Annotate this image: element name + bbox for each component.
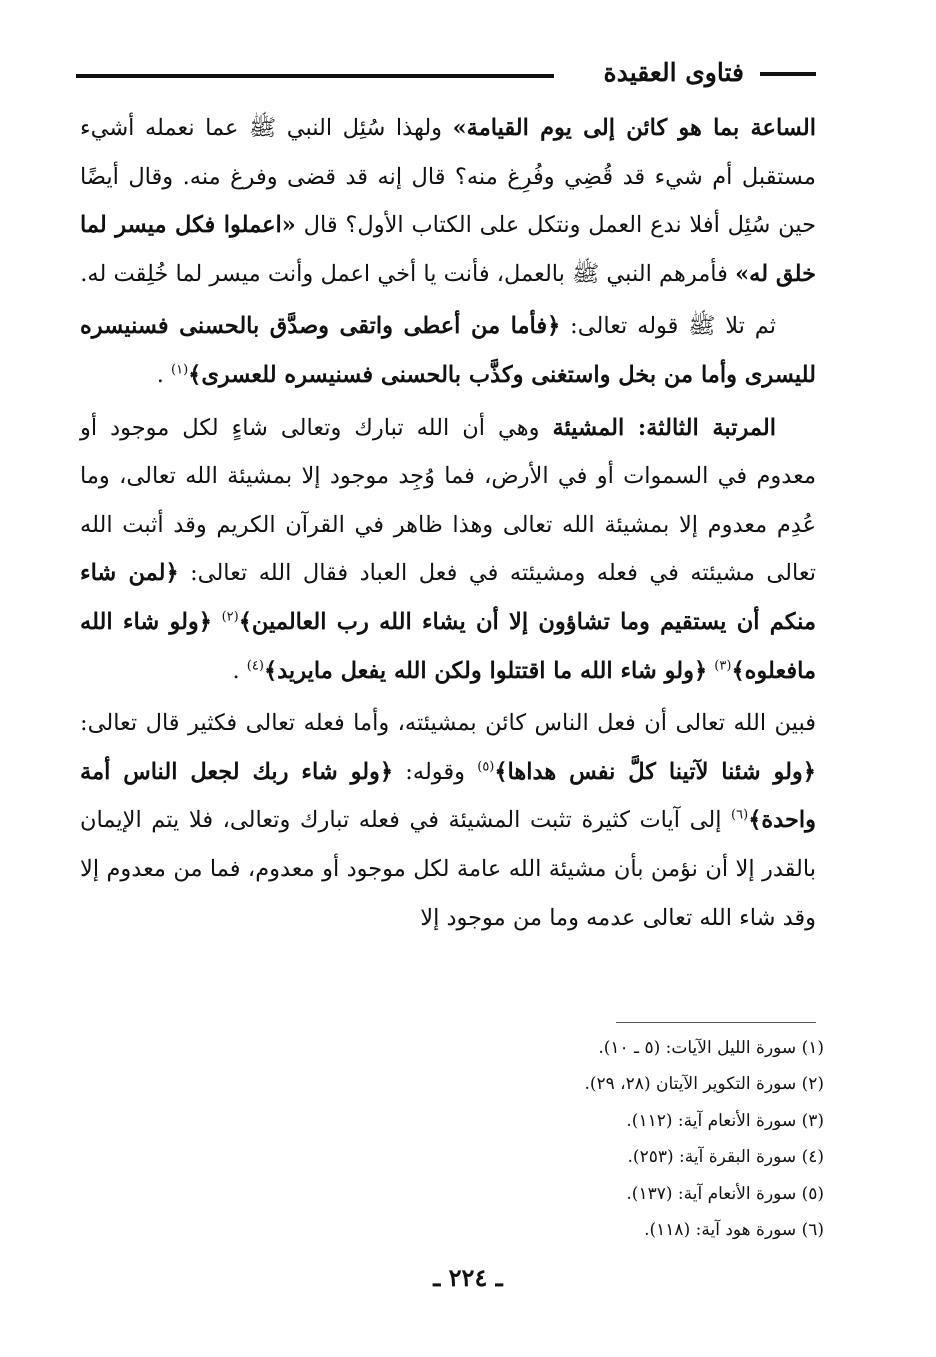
footnote: (١) سورة الليل الآيات: (٥ ـ ١٠). <box>598 1038 824 1058</box>
paragraph <box>80 104 816 298</box>
text-run <box>212 609 222 635</box>
quran-verse: ﴿ولو شاء ربك لجعل الناس أمة واحدة﴾ <box>80 758 816 834</box>
quran-verse: ﴿لمن شاء منكم أن يستقيم وما تشاؤون إلا أن يشاء الله رب العالمين﴾ <box>80 560 816 635</box>
quran-verse: ﴿فأما من أعطى واتقى وصدَّق بالحسنى فسنيسره لليسرى وأما من بخل واستغنى وكذَّب بالحسنى فسنيسره للعسرى﴾ <box>80 313 816 388</box>
footnote: (٢) سورة التكوير الآيتان (٢٨، ٢٩). <box>584 1074 824 1095</box>
text-run: وقوله: <box>393 758 478 785</box>
header-rule <box>760 72 816 76</box>
footnote: (٣) سورة الأنعام آية: (١١٢). <box>626 1110 824 1131</box>
footnote: (٥) سورة الأنعام آية: (١٣٧). <box>626 1183 824 1204</box>
quran-verse: ﴿ولو شاء الله مافعلوه﴾ <box>80 608 816 684</box>
footnote-ref: (١) <box>171 362 189 378</box>
footnote: (٦) سورة هود آية: (١١٨). <box>644 1220 824 1241</box>
footnote-ref: (٢) <box>221 609 239 625</box>
text-run: ثم تلا ﷺ قوله تعالى: <box>560 313 776 340</box>
header-rule <box>76 74 554 78</box>
hadith-quote: الساعة بما هو كائن إلى يوم القيامة» <box>452 115 816 141</box>
paragraph <box>80 302 816 399</box>
text-run: . <box>156 361 171 388</box>
footnote-ref: (٣) <box>714 658 732 674</box>
section-heading: المرتبة الثالثة: المشيئة <box>552 414 777 441</box>
header-title: فتاوى العقيدة <box>603 58 744 87</box>
footnote-ref: (٦) <box>731 807 749 823</box>
text-run: فأمرهم النبي ﷺ بالعمل، فأنت يا أخي اعمل وأنت ميسر لما خُلِقت له. <box>80 260 736 287</box>
text-run: فبين الله تعالى أن فعل الناس كائن بمشيئته، وأما فعله تعالى فكثير قال تعالى: <box>80 710 816 737</box>
footnote: (٤) سورة البقرة آية: (٢٥٣). <box>627 1147 824 1168</box>
running-header <box>76 56 816 92</box>
quran-verse: ﴿ولو شئنا لآتينا كلَّ نفس هداها﴾ <box>494 758 816 785</box>
text-run: إلى آيات كثيرة تثبت المشيئة في فعله تبارك وتعالى، فلا يتم الإيمان بالقدر إلا أن نؤمن بأن مشيئة الله عامة لكل موجود أو معدوم، فما من معدوم إلا وقد شاء الله تعالى عدمه وما من موجود إلا <box>80 807 816 931</box>
footnote-separator <box>616 1022 816 1023</box>
footnote-ref: (٥) <box>477 759 495 775</box>
footnotes <box>324 1030 824 1248</box>
text-run: وهي أن الله تبارك وتعالى شاءٍ لكل موجود أو معدوم في السموات أو في الأرض، فما وُجِد موجود إلا بمشيئة الله تعالى، وما عُدِم معدوم إلا بمشيئة الله تعالى وهذا ظاهر في القرآن الكريم وقد أثبت الله تعالى مشيئته في فعله ومشيئته في فعل العباد فقال الله تعالى: <box>80 414 816 587</box>
body-text <box>80 104 816 942</box>
text-run: . <box>232 657 247 684</box>
quran-verse: ﴿ولو شاء الله ما اقتتلوا ولكن الله يفعل مايريد﴾ <box>263 657 708 684</box>
page-number: ـ ٢٢٤ ـ <box>433 1263 503 1292</box>
paragraph <box>80 699 816 942</box>
hadith-quote: «اعملوا فكل ميسر لما خلق له» <box>80 212 816 287</box>
paragraph <box>80 404 816 696</box>
footnote-ref: (٤) <box>246 658 264 674</box>
text-run: ولهذا سُئِل النبي ﷺ عما نعمله أشيء مستقبل أم شيء قد قُضِي وفُرِغ منه؟ قال إنه قد قضى وفرغ منه. وقال أيضًا حين سُئِل أفلا ندع العمل ونتكل على الكتاب الأول؟ قال <box>80 115 816 239</box>
